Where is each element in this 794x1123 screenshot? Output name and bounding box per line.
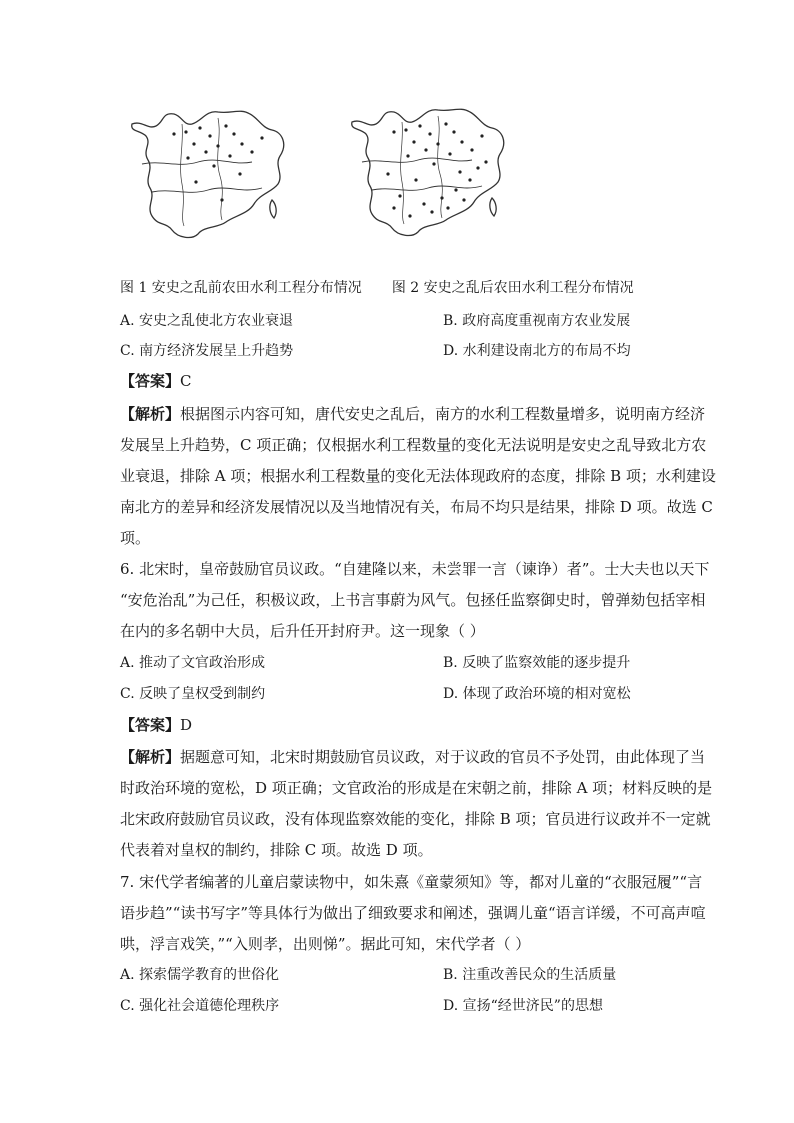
q6-analysis-line: 代表着对皇权的制约，排除 C 项。故选 D 项。 [120, 841, 433, 859]
q5-analysis-line: 业衰退，排除 A 项；根据水利工程数量的变化无法体现政府的态度，排除 B 项；水利建设 [120, 467, 716, 485]
q6-option-a: A. 推动了文官政治形成 [120, 655, 266, 671]
q5-option-a: A. 安史之乱使北方农业衰退 [120, 313, 294, 329]
analysis-text: 根据图示内容可知，唐代安史之乱后，南方的水利工程数量增多，说明南方经济 [180, 405, 706, 423]
q5-option-d: D. 水利建设南北方的布局不均 [443, 343, 631, 359]
q5-analysis-line: 发展呈上升趋势，C 项正确；仅根据水利工程数量的变化无法说明是安史之乱导致北方农 [120, 436, 707, 454]
q6-analysis-line: 时政治环境的宽松，D 项正确；文官政治的形成是在宋朝之前，排除 A 项；材料反映的是 [120, 779, 713, 797]
figure-captions [120, 277, 634, 297]
answer-tag: 【答案】 [120, 372, 181, 390]
q5-analysis-line: 项。 [120, 529, 151, 547]
figure-maps [122, 104, 642, 244]
figure-caption-2: 图 2 安史之乱后农田水利工程分布情况 [391, 280, 634, 296]
map-before-image [122, 104, 332, 242]
q6-stem-line: “安危治乱”为己任，积极议政，上书言事蔚为风气。包拯任监察御史时，曾弹劾包括宰相 [120, 591, 706, 609]
analysis-text: 据题意可知，北宋时期鼓励官员议政，对于议政的官员不予处罚，由此体现了当 [180, 748, 706, 766]
q5-analysis-line: 南北方的差异和经济发展情况以及当地情况有关，布局不均只是结果，排除 D 项。故选 C [120, 498, 713, 516]
q7-option-d: D. 宣扬“经世济民”的思想 [443, 998, 603, 1014]
q6-stem-line: 6. 北宋时，皇帝鼓励官员议政。“自建隆以来，未尝罪一言（谏诤）者”。士大夫也以天下 [120, 560, 710, 578]
analysis-tag: 【解析】 [120, 405, 181, 423]
q5-analysis-line [120, 404, 705, 424]
q6-option-d: D. 体现了政治环境的相对宽松 [443, 686, 631, 702]
q6-analysis-line: 北宋政府鼓励官员议政，没有体现监察效能的变化，排除 B 项；官员进行议政并不一定就 [120, 810, 711, 828]
figure-caption-1: 图 1 安史之乱前农田水利工程分布情况 [120, 280, 362, 296]
answer-value: D [180, 716, 193, 734]
q6-answer [120, 715, 192, 735]
q7-stem-line: 哄，浮言戏笑，”“入则孝，出则悌”。据此可知，宋代学者（ ） [120, 935, 531, 953]
q6-stem-line: 在内的多名朝中大员，后升任开封府尹。这一现象（ ） [120, 622, 485, 640]
answer-value: C [180, 372, 192, 390]
answer-tag: 【答案】 [120, 716, 181, 734]
q5-option-b: B. 政府高度重视南方农业发展 [443, 313, 631, 329]
q6-option-c: C. 反映了皇权受到制约 [120, 686, 266, 702]
q7-option-c: C. 强化社会道德伦理秩序 [120, 998, 280, 1014]
q6-analysis-line [120, 747, 705, 767]
map-after-image [344, 104, 554, 242]
analysis-tag: 【解析】 [120, 748, 181, 766]
q5-answer [120, 371, 192, 391]
q7-option-a: A. 探索儒学教育的世俗化 [120, 967, 280, 983]
q7-option-b: B. 注重改善民众的生活质量 [443, 967, 617, 983]
q7-stem-line: 7. 宋代学者编著的儿童启蒙读物中，如朱熹《童蒙须知》等，都对儿童的“衣服冠履”“言 [120, 873, 703, 891]
q5-option-c: C. 南方经济发展呈上升趋势 [120, 343, 294, 359]
q7-stem-line: 语步趋”“读书写字”等具体行为做出了细致要求和阐述，强调儿童“语言详缓，不可高声喧 [120, 904, 706, 922]
q6-option-b: B. 反映了监察效能的逐步提升 [443, 655, 631, 671]
